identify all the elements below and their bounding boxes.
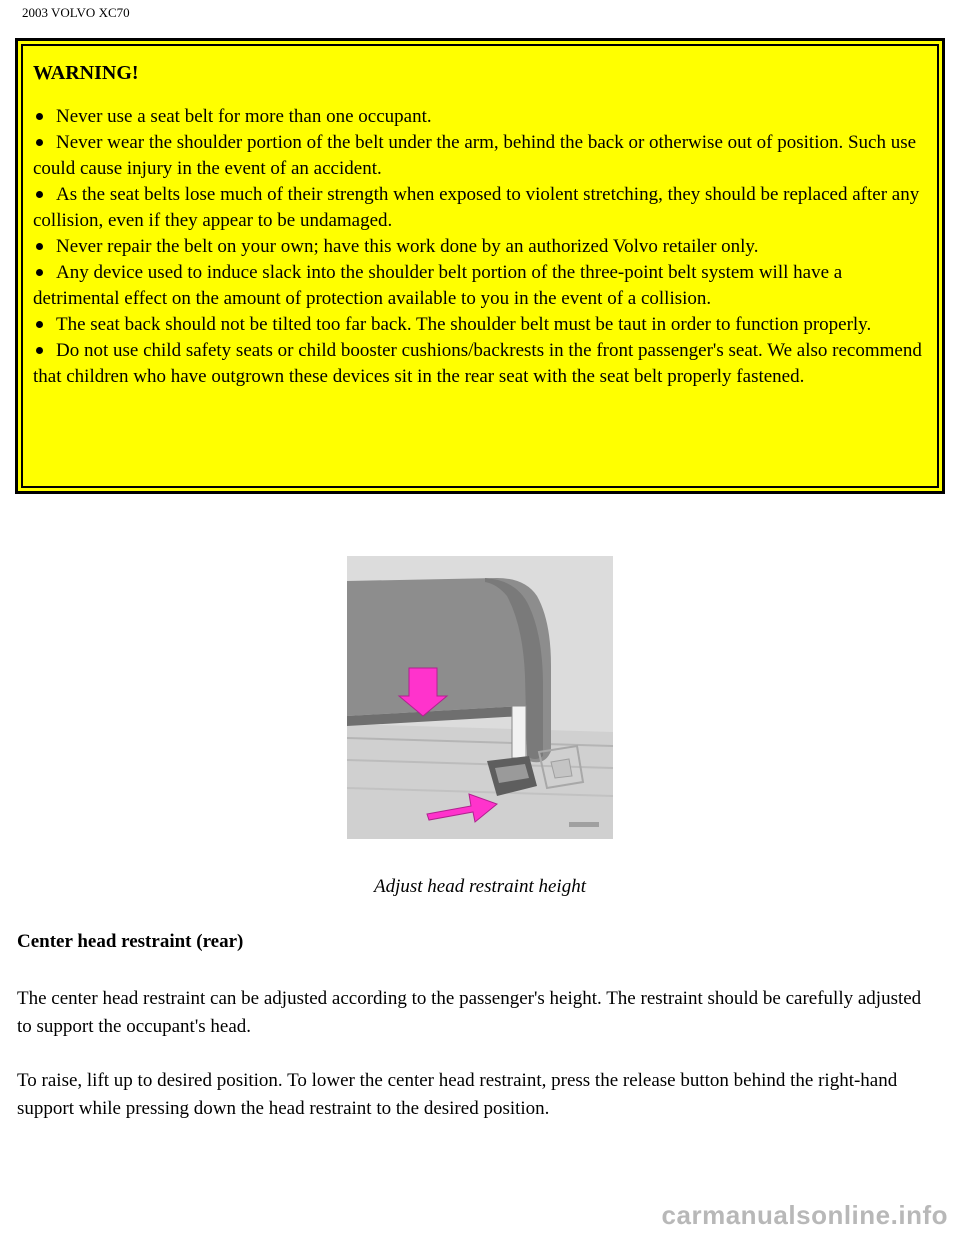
bullet-icon <box>36 269 43 276</box>
warning-title: WARNING! <box>33 62 139 84</box>
warning-inner <box>21 44 939 488</box>
warning-item-text: Any device used to induce slack into the shoulder belt portion of the three-point belt system will have a detrimental effect on the amount of protection available to you in the event of a collision. <box>33 262 843 309</box>
figure-caption: Adjust head restraint height <box>374 876 586 897</box>
paragraph: The center head restraint can be adjusted according to the passenger's height. The restraint should be carefully adjusted to support the occupant's head. <box>17 988 922 1037</box>
head-restraint-illustration <box>347 556 613 839</box>
support-post <box>512 706 526 758</box>
warning-item-text: The seat back should not be tilted too far back. The shoulder belt must be taut in order to function properly. <box>56 314 872 335</box>
warning-item <box>33 312 927 338</box>
warning-item <box>33 104 927 130</box>
bullet-icon <box>36 139 43 146</box>
warning-item-text: Never use a seat belt for more than one occupant. <box>56 106 432 127</box>
section-title: Center head restraint (rear) <box>17 931 244 952</box>
bullet-icon <box>36 321 43 328</box>
bullet-icon <box>36 113 43 120</box>
warning-item <box>33 234 927 260</box>
seat-detail <box>551 759 572 778</box>
warning-item <box>33 260 927 312</box>
warning-item <box>33 182 927 234</box>
page-header: 2003 VOLVO XC70 <box>22 5 130 20</box>
reference-code-mark <box>569 822 599 827</box>
warning-box <box>15 38 945 494</box>
head-restraint-figure <box>347 556 613 839</box>
paragraph: To raise, lift up to desired position. To lower the center head restraint, press the release button behind the right-hand support while pressing down the head restraint to the desired position. <box>17 1070 898 1119</box>
warning-item-text: Never wear the shoulder portion of the belt under the arm, behind the back or otherwise out of position. Such use could cause injury in the event of an accident. <box>33 132 917 179</box>
warning-item-text: Do not use child safety seats or child booster cushions/backrests in the front passenger's seat. We also recommend that children who have outgrown these devices sit in the rear seat with the seat belt properly fastened. <box>33 340 922 387</box>
warning-item-text: Never repair the belt on your own; have this work done by an authorized Volvo retailer only. <box>56 236 759 257</box>
warning-list <box>33 104 927 390</box>
bullet-icon <box>36 191 43 198</box>
watermark: carmanualsonline.info <box>661 1200 948 1230</box>
warning-item <box>33 130 927 182</box>
warning-item-text: As the seat belts lose much of their strength when exposed to violent stretching, they should be replaced after any collision, even if they appear to be undamaged. <box>33 184 920 231</box>
bullet-icon <box>36 347 43 354</box>
warning-item <box>33 338 927 390</box>
bullet-icon <box>36 243 43 250</box>
